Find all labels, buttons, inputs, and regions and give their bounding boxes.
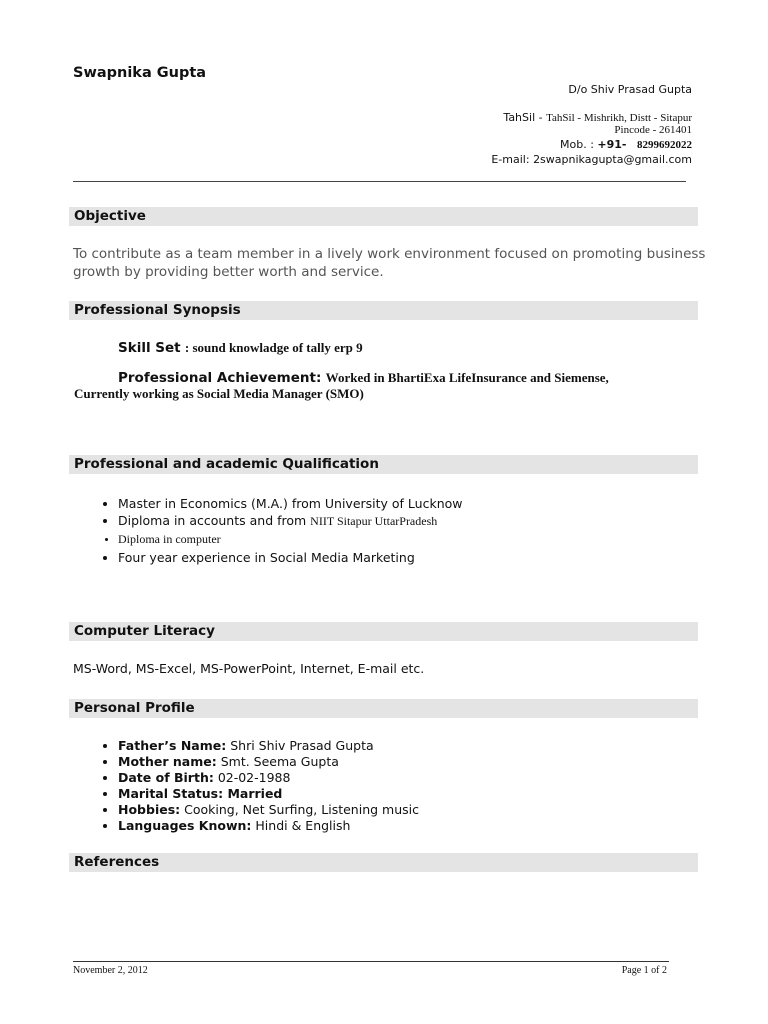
profile-value: 02-02-1988 [213,770,291,785]
skill-set-line [118,340,363,356]
list-item-text: Diploma in accounts and from [118,513,311,528]
synopsis-heading: Professional Synopsis [69,301,698,320]
address-line-1 [503,111,692,124]
list-item [118,786,419,802]
qualification-heading: Professional and academic Qualification [69,455,698,474]
mobile-line [560,138,692,151]
objective-text: To contribute as a team member in a lively work environment focused on promoting business growth by providing better worth and service. [73,246,706,280]
profile-value: Married [223,786,283,801]
footer-divider [73,961,669,962]
candidate-name: Swapnika Gupta [73,65,207,81]
email-label: E-mail: [491,153,530,166]
references-heading: References [69,853,698,872]
achievement-value: Worked in BhartiExa LifeInsurance and Siemense, [325,370,609,385]
list-item: • Four year experience in Social Media Marketing [118,550,463,566]
profile-label: Hobbies: [118,802,181,817]
list-item-serif: NIIT Sitapur UttarPradesh [310,514,438,528]
mobile-code: +91- [597,138,627,151]
skill-set-value: : sound knowladge of tally erp 9 [184,340,363,355]
achievement-value-2: Currently working as Social Media Manager (SMO) [74,386,364,401]
footer-date: November 2, 2012 [73,965,148,976]
list-item [118,530,463,550]
profile-value: Hindi & English [251,818,351,833]
profile-label: Mother name: [118,754,217,769]
list-item [118,818,419,834]
email-line [491,153,692,166]
achievement-line-2 [74,386,364,402]
skill-set-label: Skill Set [118,340,181,356]
address-detail: TahSil - Mishrikh, Distt - Sitapur [546,112,692,124]
personal-profile-heading: Personal Profile [69,699,698,718]
qualification-list [73,495,463,566]
address-line-2: Pincode - 261401 [614,124,692,136]
profile-value: Smt. Seema Gupta [216,754,339,769]
objective-heading: Objective [69,207,698,226]
email-address[interactable]: 2swapnikagupta@gmail.com [533,153,692,166]
list-item: • Master in Economics (M.A.) from University of Lucknow [118,495,463,512]
parent-name: D/o Shiv Prasad Gupta [568,83,692,96]
profile-label: Date of Birth: [118,770,214,785]
personal-profile-list [73,738,419,834]
profile-label: Languages Known: [118,818,252,833]
header-divider [73,181,686,182]
mobile-number: 8299692022 [637,139,692,151]
footer-page-number: Page 1 of 2 [621,965,667,976]
profile-label: Father’s Name: [118,738,227,753]
list-item [118,512,463,530]
achievement-line [118,370,609,386]
profile-value: Cooking, Net Surfing, Listening music [180,802,419,817]
computer-literacy-heading: Computer Literacy [69,622,698,641]
list-item-text: Diploma in computer [118,532,221,546]
achievement-label: Professional Achievement: [118,370,322,386]
list-item [118,770,419,786]
profile-label: Marital Status: [118,786,224,801]
list-item [118,738,419,754]
mobile-label: Mob. : [560,138,594,151]
list-item [118,802,419,818]
list-item [118,754,419,770]
profile-value: Shri Shiv Prasad Gupta [226,738,374,753]
computer-literacy-text: MS-Word, MS-Excel, MS-PowerPoint, Internet, E-mail etc. [73,661,425,676]
tahsil-prefix: TahSil - [503,111,547,124]
